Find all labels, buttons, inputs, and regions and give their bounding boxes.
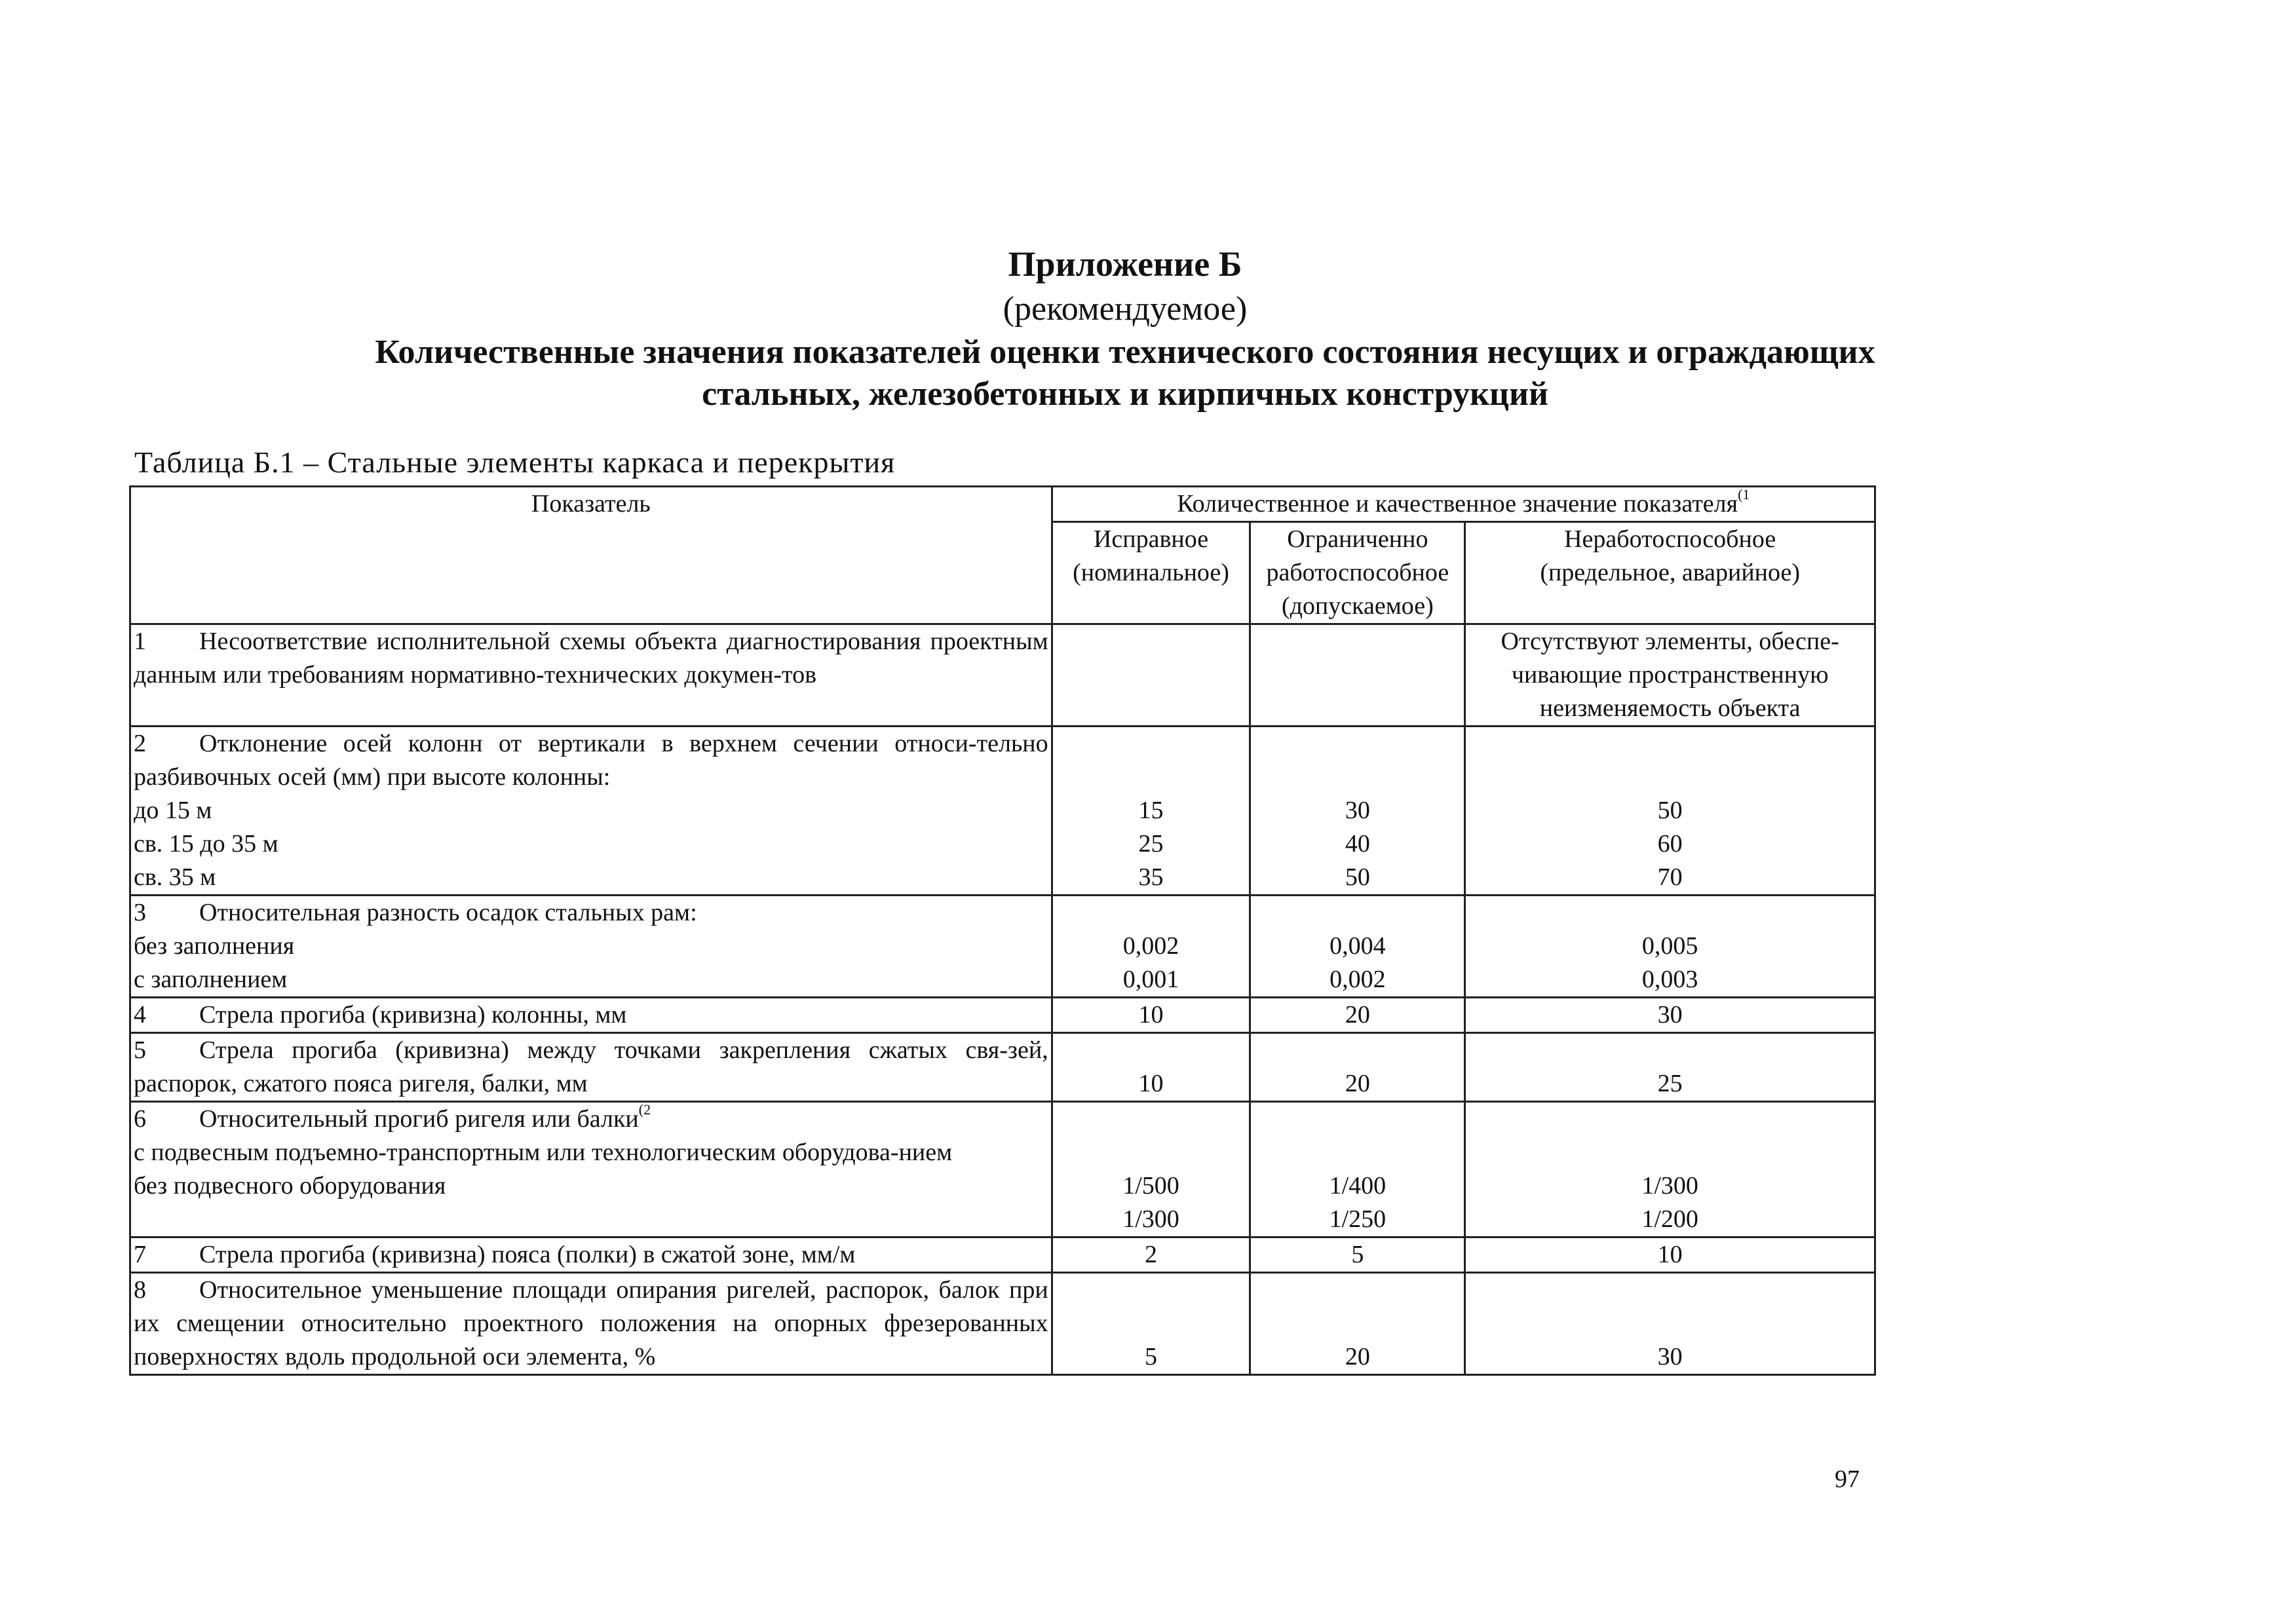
table-row <box>130 998 1875 1033</box>
row-6-inoperable: 1/300 1/200 <box>1465 1102 1875 1237</box>
row-4-inoperable: 30 <box>1465 998 1875 1033</box>
row-7-indicator: 7 Стрела прогиба (кривизна) пояса (полки) в сжатой зоне, мм/м <box>130 1237 1052 1273</box>
table-row <box>130 896 1875 998</box>
header-value-group-label: Количественное и качественное значение показателя <box>1177 490 1738 518</box>
document-title-line-1: Количественные значения показателей оценки технического состояния несущих и ограждающих <box>375 333 1875 371</box>
row-5-inoperable: 25 <box>1465 1033 1875 1102</box>
row-6-serviceable: 1/500 1/300 <box>1052 1102 1250 1237</box>
page-number: 97 <box>1835 1465 1860 1493</box>
row-3-serviceable: 0,002 0,001 <box>1052 896 1250 998</box>
row-1-inoperable: Отсутствуют элементы, обеспе- чивающие пространственную неизменяемость объекта <box>1465 624 1875 727</box>
row-1-indicator: 1 Несоответствие исполнительной схемы объекта диагностирования проектным данным или требованиям нормативно-технических докумен-тов <box>130 624 1052 727</box>
document-title-line-2: стальных, железобетонных и кирпичных конструкций <box>702 375 1548 413</box>
table-row <box>130 1033 1875 1102</box>
header-value-group <box>1052 487 1875 522</box>
table-row <box>130 727 1875 896</box>
row-3-limited: 0,004 0,002 <box>1250 896 1465 998</box>
row-8-limited: 20 <box>1250 1273 1465 1375</box>
row-2-indicator: 2 Отклонение осей колонн от вертикали в верхнем сечении относи-тельно разбивочных осей (мм) при высоте колонны: до 15 м св. 15 до 35 м св. 35 м <box>130 727 1052 896</box>
row-7-serviceable: 2 <box>1052 1237 1250 1273</box>
table-row <box>130 624 1875 727</box>
row-5-limited: 20 <box>1250 1033 1465 1102</box>
row-2-inoperable: 50 60 70 <box>1465 727 1875 896</box>
row-5-serviceable: 10 <box>1052 1033 1250 1102</box>
row-6-indicator: 6 Относительный прогиб ригеля или балки$^{(2}$ с подвесным подъемно-транспортным или технологическим оборудова-нием без подвесного оборудования <box>130 1102 1052 1237</box>
header-serviceable: Исправное (номинальное) <box>1052 522 1250 624</box>
table-row <box>130 1273 1875 1375</box>
row-7-limited: 5 <box>1250 1237 1465 1273</box>
header-indicator: Показатель <box>130 487 1052 624</box>
table-row <box>130 1102 1875 1237</box>
header-limited: Ограниченно работоспособное (допускаемое) <box>1250 522 1465 624</box>
table-caption: Таблица Б.1 – Стальные элементы каркаса и перекрытия <box>134 445 896 479</box>
appendix-title: Приложение Б <box>1008 244 1242 284</box>
indicators-table <box>129 485 1876 1376</box>
row-4-indicator: 4 Стрела прогиба (кривизна) колонны, мм <box>130 998 1052 1033</box>
row-8-inoperable: 30 <box>1465 1273 1875 1375</box>
footnote-marker: (2 <box>638 1101 651 1118</box>
row-8-indicator: 8 Относительное уменьшение площади опирания ригелей, распорок, балок при их смещении относительно проектного положения на опорных фрезерованных поверхностях вдоль продольной оси элемента, % <box>130 1273 1052 1375</box>
row-4-limited: 20 <box>1250 998 1465 1033</box>
row-5-indicator: 5 Стрела прогиба (кривизна) между точками закрепления сжатых свя-зей, распорок, сжатого пояса ригеля, балки, мм <box>130 1033 1052 1102</box>
header-inoperable: Неработоспособное (предельное, аварийное) <box>1465 522 1875 624</box>
row-8-serviceable: 5 <box>1052 1273 1250 1375</box>
table-row <box>130 1237 1875 1273</box>
appendix-status: (рекомендуемое) <box>1003 290 1248 328</box>
row-3-indicator: 3 Относительная разность осадок стальных рам: без заполнения с заполнением <box>130 896 1052 998</box>
row-1-serviceable <box>1052 624 1250 727</box>
table-header-row-1 <box>130 487 1875 522</box>
row-1-limited <box>1250 624 1465 727</box>
row-7-inoperable: 10 <box>1465 1237 1875 1273</box>
footnote-marker: (1 <box>1738 486 1750 502</box>
row-4-serviceable: 10 <box>1052 998 1250 1033</box>
row-6-limited: 1/400 1/250 <box>1250 1102 1465 1237</box>
row-2-serviceable: 15 25 35 <box>1052 727 1250 896</box>
row-2-limited: 30 40 50 <box>1250 727 1465 896</box>
row-3-inoperable: 0,005 0,003 <box>1465 896 1875 998</box>
